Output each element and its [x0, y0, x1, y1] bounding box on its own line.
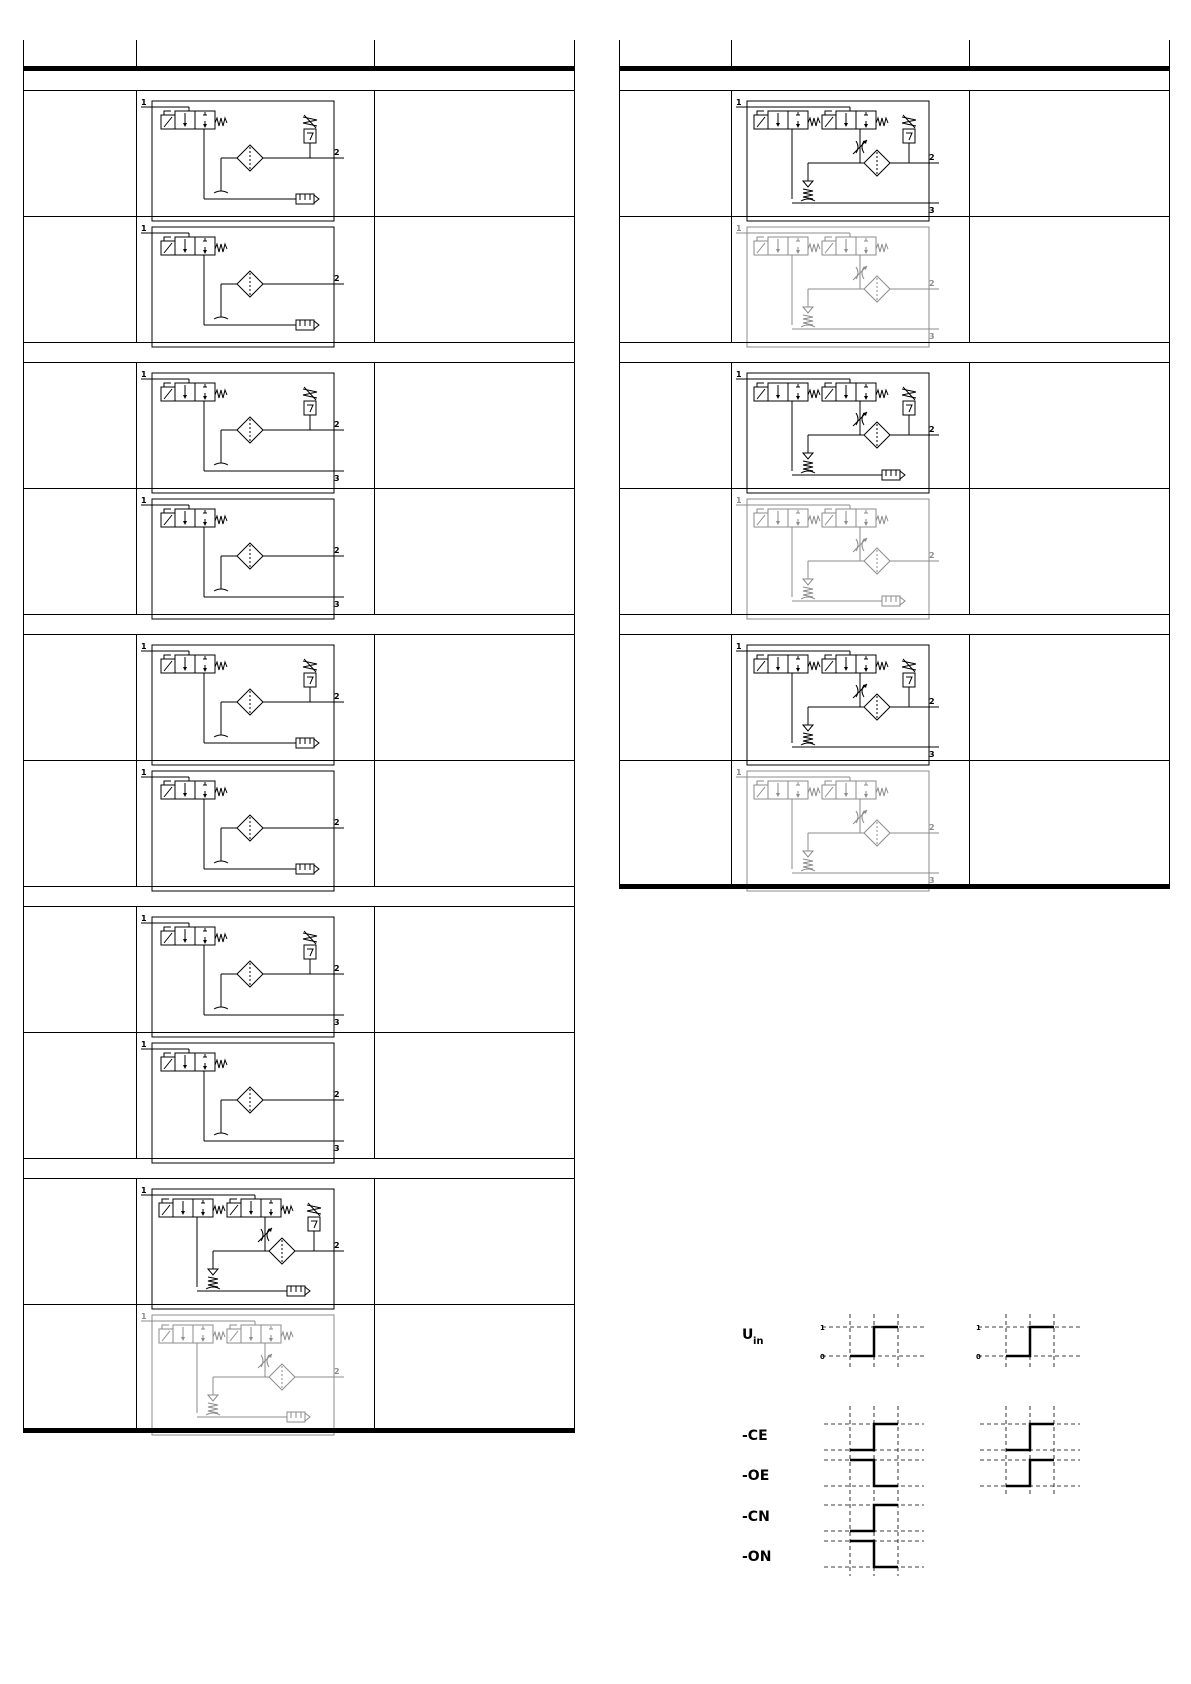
- input-signal-label: [742, 1327, 764, 1347]
- table-row: [24, 907, 575, 1033]
- variant-cell: [620, 363, 732, 489]
- svg-text:1: 1: [141, 224, 147, 233]
- svg-text:2: 2: [929, 697, 935, 706]
- description-cell: [970, 489, 1170, 615]
- svg-text:3: 3: [929, 876, 935, 885]
- pneumatic-symbol-n: [732, 489, 935, 611]
- description-cell: [375, 489, 575, 615]
- group-header-row: [620, 343, 1170, 363]
- svg-text:0: 0: [976, 1353, 981, 1361]
- svg-text:1: 1: [141, 370, 147, 379]
- svg-text:1: 1: [141, 496, 147, 505]
- output-waveforms-right: [980, 1406, 1080, 1496]
- pneumatic-symbol-c: [137, 363, 340, 485]
- table-row: [24, 217, 575, 343]
- description-cell: [375, 1179, 575, 1305]
- pneumatic-symbol-d: [137, 489, 340, 611]
- table-header: [620, 40, 1170, 69]
- input-waveform-left: [822, 1314, 924, 1370]
- svg-text:1: 1: [141, 98, 147, 107]
- table-row: [24, 91, 575, 217]
- description-cell: [375, 91, 575, 217]
- svg-text:1: 1: [141, 1312, 147, 1321]
- symbol-cell: [137, 489, 375, 615]
- right-table: [619, 40, 1170, 889]
- output-label-ce: -CE: [742, 1428, 768, 1444]
- pneumatic-symbol-a: [137, 91, 340, 213]
- svg-text:3: 3: [929, 750, 935, 759]
- pneumatic-symbol-e: [137, 635, 340, 757]
- svg-text:3: 3: [929, 206, 935, 215]
- svg-text:1: 1: [976, 1324, 981, 1332]
- variant-cell: [620, 489, 732, 615]
- symbol-cell: [137, 1305, 375, 1431]
- pneumatic-symbol-p: [732, 761, 935, 885]
- pneumatic-symbol-b: [137, 217, 340, 339]
- table-row: [24, 1305, 575, 1431]
- output-waveforms-left: [824, 1406, 924, 1576]
- svg-text:2: 2: [334, 692, 340, 701]
- svg-text:2: 2: [334, 420, 340, 429]
- description-cell: [970, 761, 1170, 887]
- variant-cell: [620, 761, 732, 887]
- symbol-cell: [137, 1033, 375, 1159]
- table-row: [24, 1179, 575, 1305]
- svg-text:3: 3: [334, 474, 340, 483]
- variant-cell: [620, 91, 732, 217]
- variant-cell: [24, 217, 137, 343]
- pneumatic-symbol-k: [732, 91, 935, 215]
- svg-text:1: 1: [736, 642, 742, 651]
- svg-text:1: 1: [820, 1324, 825, 1332]
- symbol-cell: [137, 761, 375, 887]
- symbol-cell: [137, 1179, 375, 1305]
- svg-text:1: 1: [141, 1040, 147, 1049]
- group-header: [24, 887, 575, 907]
- svg-text:3: 3: [929, 332, 935, 341]
- table-row: [24, 1033, 575, 1159]
- svg-text:0: 0: [820, 1353, 825, 1361]
- table-row: [620, 91, 1170, 217]
- description-cell: [970, 363, 1170, 489]
- svg-text:in: in: [753, 1336, 764, 1347]
- group-header: [24, 343, 575, 363]
- variant-cell: [620, 217, 732, 343]
- svg-text:3: 3: [334, 1144, 340, 1153]
- symbol-cell: [732, 363, 970, 489]
- variant-cell: [24, 1033, 137, 1159]
- svg-text:2: 2: [929, 279, 935, 288]
- svg-text:2: 2: [929, 551, 935, 560]
- pneumatic-symbol-l: [732, 217, 935, 341]
- svg-text:2: 2: [334, 818, 340, 827]
- symbol-cell: [137, 635, 375, 761]
- output-label-on: -ON: [742, 1549, 772, 1565]
- group-header: [620, 69, 1170, 91]
- input-waveform-right: [978, 1314, 1080, 1370]
- svg-text:2: 2: [334, 1241, 340, 1250]
- svg-text:1: 1: [736, 224, 742, 233]
- table-row: [620, 217, 1170, 343]
- variant-cell: [24, 363, 137, 489]
- svg-text:2: 2: [334, 964, 340, 973]
- svg-text:2: 2: [929, 425, 935, 434]
- variant-cell: [24, 635, 137, 761]
- svg-text:2: 2: [334, 1367, 340, 1376]
- svg-text:2: 2: [929, 823, 935, 832]
- variant-cell: [24, 91, 137, 217]
- pneumatic-symbol-o: [732, 635, 935, 759]
- description-cell: [970, 635, 1170, 761]
- svg-text:1: 1: [736, 370, 742, 379]
- svg-text:2: 2: [334, 148, 340, 157]
- table-row: [620, 761, 1170, 887]
- svg-text:U: U: [742, 1327, 754, 1343]
- svg-text:2: 2: [334, 546, 340, 555]
- symbol-cell: [137, 91, 375, 217]
- svg-text:1: 1: [736, 496, 742, 505]
- symbol-cell: [137, 907, 375, 1033]
- pneumatic-symbol-i: [137, 1179, 340, 1301]
- variant-cell: [620, 635, 732, 761]
- variant-cell: [24, 907, 137, 1033]
- left-table: [23, 40, 575, 1433]
- svg-text:2: 2: [334, 274, 340, 283]
- table-row: [620, 363, 1170, 489]
- svg-text:1: 1: [141, 1186, 147, 1195]
- pneumatic-symbol-m: [732, 363, 935, 485]
- svg-text:3: 3: [334, 1018, 340, 1027]
- description-cell: [970, 91, 1170, 217]
- group-header-row: [24, 343, 575, 363]
- table-row: [24, 635, 575, 761]
- output-label-cn: -CN: [742, 1509, 770, 1525]
- description-cell: [375, 363, 575, 489]
- description-cell: [375, 1033, 575, 1159]
- svg-text:2: 2: [334, 1090, 340, 1099]
- symbol-cell: [732, 489, 970, 615]
- svg-text:1: 1: [736, 98, 742, 107]
- description-cell: [970, 217, 1170, 343]
- output-label-oe: -OE: [742, 1468, 770, 1484]
- table-row: [24, 761, 575, 887]
- pneumatic-symbol-j: [137, 1305, 340, 1427]
- variant-cell: [24, 761, 137, 887]
- variant-cell: [24, 1305, 137, 1431]
- table-row: [24, 363, 575, 489]
- group-header: [620, 615, 1170, 635]
- symbol-cell: [732, 761, 970, 887]
- table-row: [620, 489, 1170, 615]
- table-row: [24, 489, 575, 615]
- group-header: [24, 1159, 575, 1179]
- group-header: [620, 343, 1170, 363]
- group-header-row: [24, 887, 575, 907]
- group-header-row: [620, 615, 1170, 635]
- symbol-cell: [732, 635, 970, 761]
- svg-text:1: 1: [141, 768, 147, 777]
- svg-text:2: 2: [929, 153, 935, 162]
- svg-text:1: 1: [736, 768, 742, 777]
- description-cell: [375, 761, 575, 887]
- svg-text:1: 1: [141, 642, 147, 651]
- symbol-cell: [137, 363, 375, 489]
- svg-text:1: 1: [141, 914, 147, 923]
- pneumatic-symbol-g: [137, 907, 340, 1029]
- variant-cell: [24, 489, 137, 615]
- group-header-row: [24, 615, 575, 635]
- symbol-cell: [732, 91, 970, 217]
- pneumatic-symbol-h: [137, 1033, 340, 1155]
- switching-timing-diagram: [720, 1300, 1140, 1600]
- table-header: [24, 40, 575, 69]
- description-cell: [375, 217, 575, 343]
- symbol-cell: [732, 217, 970, 343]
- description-cell: [375, 635, 575, 761]
- symbol-cell: [137, 217, 375, 343]
- group-header: [24, 69, 575, 91]
- group-header-row: [24, 69, 575, 91]
- description-cell: [375, 1305, 575, 1431]
- description-cell: [375, 907, 575, 1033]
- svg-text:3: 3: [334, 600, 340, 609]
- table-row: [620, 635, 1170, 761]
- variant-cell: [24, 1179, 137, 1305]
- group-header: [24, 615, 575, 635]
- pneumatic-symbol-f: [137, 761, 340, 883]
- group-header-row: [620, 69, 1170, 91]
- group-header-row: [24, 1159, 575, 1179]
